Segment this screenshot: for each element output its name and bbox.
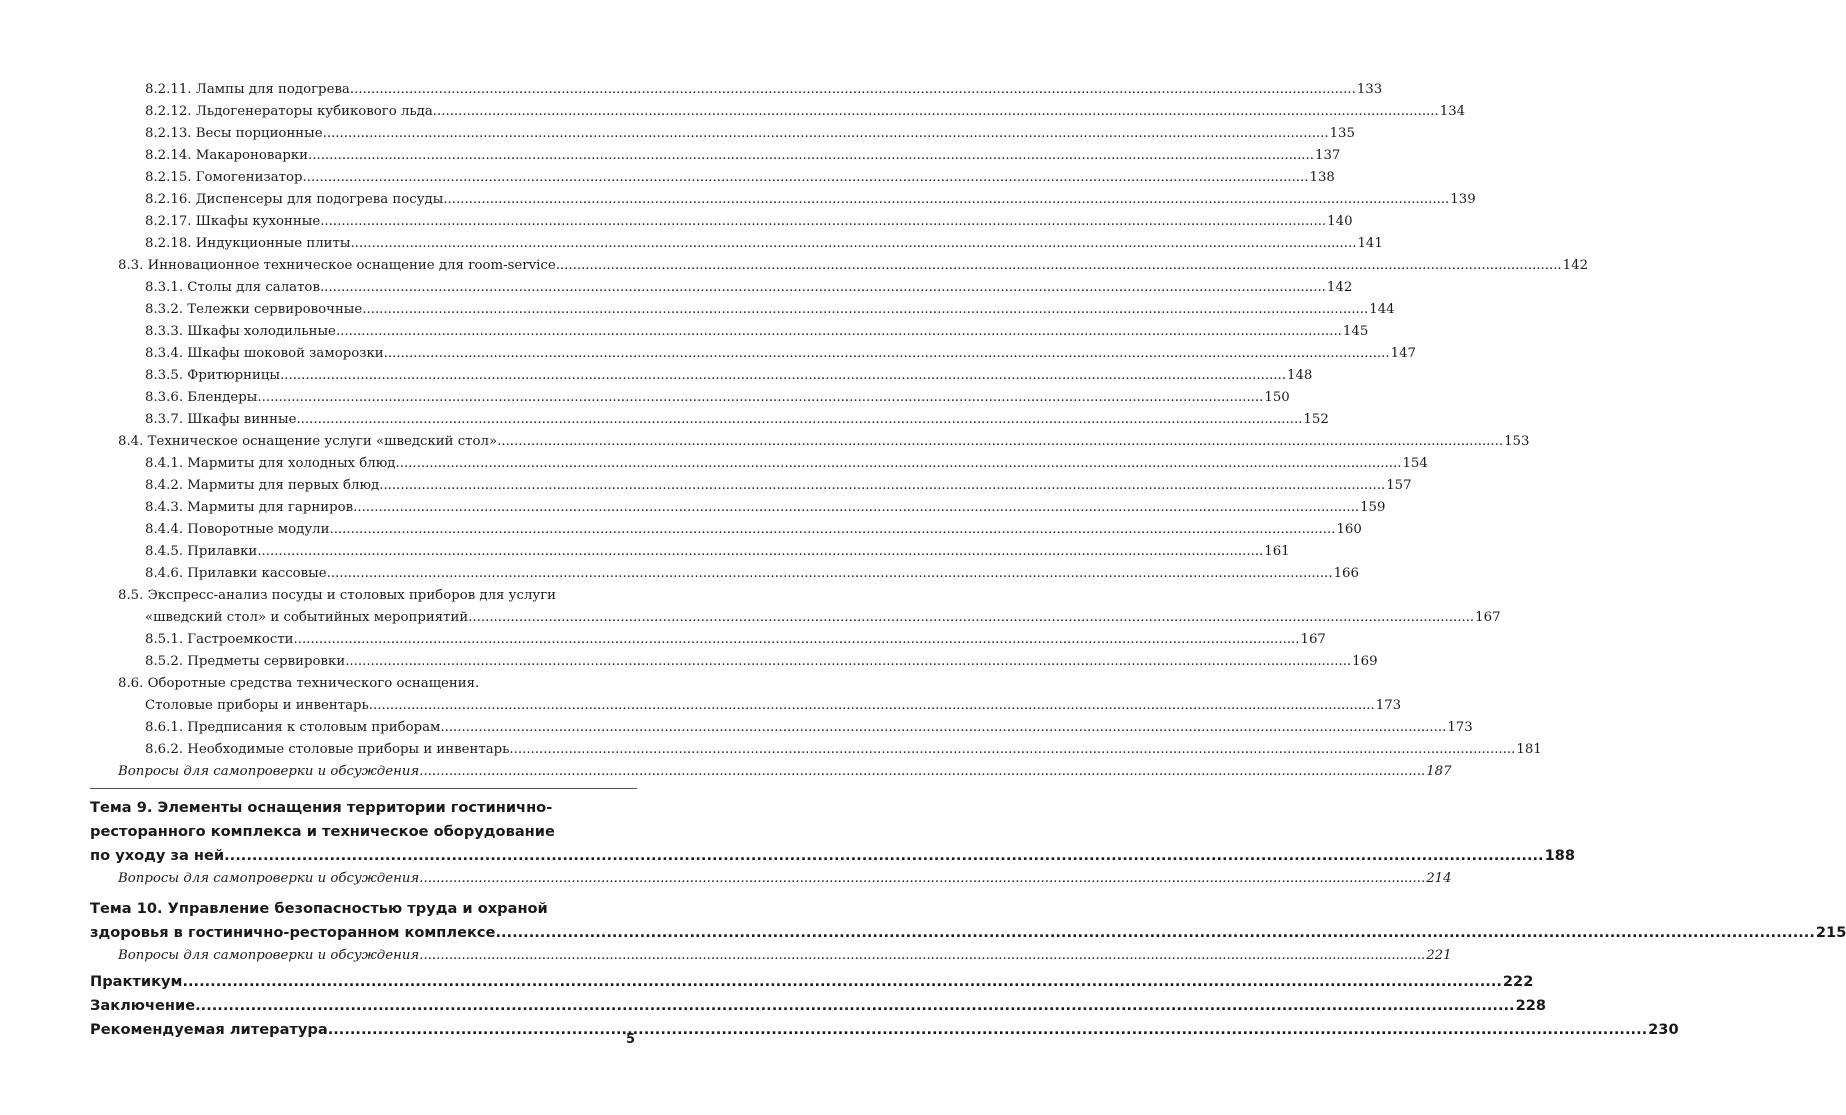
leader-dots — [556, 255, 1562, 277]
leader-dots — [384, 343, 1390, 365]
toc-label: по уходу за ней — [90, 847, 225, 864]
toc-page-number: 148 — [1286, 368, 1313, 383]
toc-page-number: 228 — [1515, 997, 1547, 1014]
toc-topic-9[interactable] — [90, 844, 1576, 868]
leader-dots — [443, 189, 1449, 211]
toc-label: Вопросы для самопроверки и обсуждения — [118, 871, 420, 886]
toc-entry[interactable] — [90, 321, 1369, 343]
leader-dots — [182, 970, 1501, 994]
toc-entry[interactable] — [90, 629, 1326, 651]
toc-page-number: 154 — [1402, 456, 1428, 471]
leader-dots — [495, 921, 1814, 945]
toc-entries-8-5 — [90, 629, 1378, 673]
toc-entry[interactable] — [90, 167, 1335, 189]
toc-page-number: 173 — [1375, 698, 1402, 713]
leader-dots — [350, 79, 1356, 101]
toc-questions-10[interactable] — [90, 945, 1452, 967]
toc-page-number: 135 — [1329, 126, 1355, 141]
leader-dots — [224, 844, 1543, 868]
toc-page-number: 159 — [1360, 500, 1386, 515]
toc-entry[interactable] — [90, 211, 1353, 233]
toc-entry[interactable] — [90, 651, 1378, 673]
toc-page-number: 140 — [1327, 214, 1353, 229]
leader-dots — [329, 519, 1335, 541]
leader-dots — [362, 299, 1368, 321]
toc-entry[interactable] — [90, 189, 1476, 211]
toc-entry[interactable] — [90, 453, 1428, 475]
toc-entry[interactable] — [90, 497, 1386, 519]
toc-page-number: 230 — [1648, 1021, 1679, 1038]
toc-label: 8.4.1. Мармиты для холодных блюд — [145, 456, 396, 471]
toc-page-number: 157 — [1386, 478, 1412, 493]
toc-page-number: 147 — [1390, 346, 1417, 361]
toc-entry[interactable] — [90, 101, 1466, 123]
toc-entry[interactable] — [90, 387, 1290, 409]
toc-entries-8-6 — [90, 717, 1542, 761]
toc-page-number: 141 — [1357, 236, 1383, 251]
toc-label: 8.2.12. Льдогенераторы кубикового льда — [145, 104, 433, 119]
toc-entry[interactable] — [90, 717, 1473, 739]
toc-label: 8.6.2. Необходимые столовые приборы и инвентарь — [145, 742, 510, 757]
toc-label: 8.4. Техническое оснащение услуги «шведский стол» — [118, 434, 498, 449]
toc-page-number: 169 — [1352, 654, 1378, 669]
toc-questions-9[interactable] — [90, 868, 1452, 890]
toc-label: 8.4.3. Мармиты для гарниров — [145, 500, 354, 515]
toc-page-number: 160 — [1336, 522, 1362, 537]
toc-page-number: 138 — [1309, 170, 1335, 185]
toc-label: 8.2.11. Лампы для подогрева — [145, 82, 350, 97]
toc-entry[interactable] — [90, 79, 1383, 101]
toc-topic-9-title-line2: ресторанного комплекса и техническое оборудование — [90, 823, 555, 840]
toc-topic-10[interactable] — [90, 921, 1846, 945]
leader-dots — [497, 431, 1503, 453]
leader-dots — [294, 629, 1300, 651]
toc-label: 8.3.6. Блендеры — [145, 390, 258, 405]
leader-dots — [280, 365, 1286, 387]
toc-page-number: 150 — [1264, 390, 1290, 405]
toc-entry[interactable] — [90, 409, 1329, 431]
toc-literature[interactable] — [90, 1018, 1679, 1042]
toc-label: 8.5.2. Предметы сервировки — [145, 654, 346, 669]
toc-label: здоровья в гостинично-ресторанном комплексе — [90, 924, 496, 941]
leader-dots — [350, 233, 1356, 255]
toc-label: Столовые приборы и инвентарь — [145, 698, 369, 713]
leader-dots — [468, 607, 1474, 629]
leader-dots — [327, 563, 1333, 585]
toc-label: 8.3.1. Столы для салатов — [145, 280, 320, 295]
leader-dots — [323, 123, 1329, 145]
leader-dots — [419, 761, 1425, 783]
toc-page-number: 187 — [1426, 764, 1452, 779]
leader-dots — [353, 497, 1359, 519]
leader-dots — [396, 453, 1402, 475]
table-of-contents — [90, 79, 1846, 1042]
toc-page-number: 142 — [1326, 280, 1353, 295]
toc-entry[interactable] — [90, 343, 1417, 365]
leader-dots — [195, 994, 1514, 1018]
toc-label: Практикум — [90, 973, 183, 990]
toc-entry[interactable] — [90, 431, 1530, 453]
toc-label: 8.6.1. Предписания к столовым приборам — [145, 720, 441, 735]
leader-dots — [320, 277, 1326, 299]
toc-label: 8.3.3. Шкафы холодильные — [145, 324, 336, 339]
leader-dots — [320, 211, 1326, 233]
toc-page-number: 137 — [1314, 148, 1341, 163]
toc-page-number: 161 — [1264, 544, 1290, 559]
toc-label: 8.3.4. Шкафы шоковой заморозки — [145, 346, 384, 361]
toc-label: 8.4.2. Мармиты для первых блюд — [145, 478, 380, 493]
toc-page-number: 145 — [1342, 324, 1369, 339]
leader-dots — [336, 321, 1342, 343]
leader-dots — [433, 101, 1439, 123]
toc-label: 8.2.18. Индукционные плиты — [145, 236, 351, 251]
toc-section-8-6-title: 8.6. Оборотные средства технического оснащения. — [118, 676, 480, 691]
toc-label: 8.2.15. Гомогенизатор — [145, 170, 303, 185]
leader-dots — [303, 167, 1309, 189]
toc-entry[interactable] — [90, 365, 1313, 387]
toc-page-number: 167 — [1475, 610, 1501, 625]
leader-dots — [379, 475, 1385, 497]
toc-page-number: 173 — [1447, 720, 1473, 735]
divider — [90, 788, 637, 789]
toc-page-number: 152 — [1303, 412, 1329, 427]
toc-section-8-5-title-cont[interactable] — [90, 607, 1501, 629]
toc-label: «шведский стол» и событийных мероприятий — [145, 610, 469, 625]
leader-dots — [257, 541, 1263, 563]
toc-page-number: 167 — [1300, 632, 1326, 647]
toc-entry[interactable] — [90, 563, 1359, 585]
toc-entry[interactable] — [90, 233, 1383, 255]
toc-entry[interactable] — [90, 541, 1290, 563]
toc-page-number: 214 — [1426, 871, 1452, 886]
toc-conclusion[interactable] — [90, 994, 1547, 1018]
toc-section-8-5-title: 8.5. Экспресс-анализ посуды и столовых приборов для услуги — [118, 588, 557, 603]
toc-entry[interactable] — [90, 739, 1542, 761]
toc-label: Вопросы для самопроверки и обсуждения — [118, 764, 420, 779]
toc-label: 8.2.17. Шкафы кухонные — [145, 214, 321, 229]
toc-page-number: 144 — [1369, 302, 1395, 317]
toc-page-number: 139 — [1450, 192, 1476, 207]
toc-entry[interactable] — [90, 299, 1395, 321]
toc-topic-9-title: Тема 9. Элементы оснащения территории гостинично- — [90, 799, 553, 816]
toc-label: 8.3.5. Фритюрницы — [145, 368, 281, 383]
toc-section-8-6-title-cont[interactable] — [90, 695, 1402, 717]
toc-page-number: 222 — [1502, 973, 1534, 990]
leader-dots — [296, 409, 1302, 431]
leader-dots — [440, 717, 1446, 739]
toc-label: 8.4.5. Прилавки — [145, 544, 258, 559]
leader-dots — [345, 651, 1351, 673]
toc-label: Заключение — [90, 997, 196, 1014]
toc-page-number: 221 — [1426, 948, 1452, 963]
toc-label: 8.4.6. Прилавки кассовые — [145, 566, 327, 581]
toc-label: 8.3.7. Шкафы винные — [145, 412, 297, 427]
leader-dots — [509, 739, 1515, 761]
toc-page-number: 166 — [1333, 566, 1359, 581]
toc-entry[interactable] — [90, 475, 1412, 497]
toc-label: 8.5.1. Гастроемкости — [145, 632, 294, 647]
toc-page-number: 142 — [1562, 258, 1589, 273]
toc-page-number: 188 — [1544, 847, 1576, 864]
toc-entry[interactable] — [90, 255, 1589, 277]
toc-page-number: 181 — [1516, 742, 1542, 757]
leader-dots — [369, 695, 1375, 717]
toc-entries-8-2-to-8-4 — [90, 79, 1589, 585]
leader-dots — [419, 945, 1425, 967]
toc-label: 8.2.16. Диспенсеры для подогрева посуды — [145, 192, 444, 207]
toc-label: Рекомендуемая литература — [90, 1021, 328, 1038]
toc-label: 8.3.2. Тележки сервировочные — [145, 302, 363, 317]
toc-page-number: 215 — [1815, 924, 1846, 941]
page-number: 5 — [626, 1032, 636, 1047]
toc-entry[interactable] — [90, 277, 1353, 299]
toc-topic-10-title: Тема 10. Управление безопасностью труда и охраной — [90, 900, 548, 917]
toc-entry[interactable] — [90, 519, 1362, 541]
leader-dots — [328, 1018, 1647, 1042]
toc-label: 8.4.4. Поворотные модули — [145, 522, 330, 537]
leader-dots — [419, 868, 1425, 890]
toc-label: 8.2.13. Весы порционные — [145, 126, 323, 141]
toc-label: 8.2.14. Макароноварки — [145, 148, 309, 163]
toc-page-number: 134 — [1439, 104, 1466, 119]
leader-dots — [257, 387, 1263, 409]
toc-label: Вопросы для самопроверки и обсуждения — [118, 948, 420, 963]
toc-page-number: 153 — [1504, 434, 1530, 449]
toc-label: 8.3. Инновационное техническое оснащение для room-service — [118, 258, 556, 273]
toc-entry[interactable] — [90, 145, 1341, 167]
toc-practicum[interactable] — [90, 970, 1534, 994]
toc-page-number: 133 — [1356, 82, 1383, 97]
leader-dots — [308, 145, 1314, 167]
toc-questions-8[interactable] — [90, 761, 1452, 783]
toc-entry[interactable] — [90, 123, 1355, 145]
